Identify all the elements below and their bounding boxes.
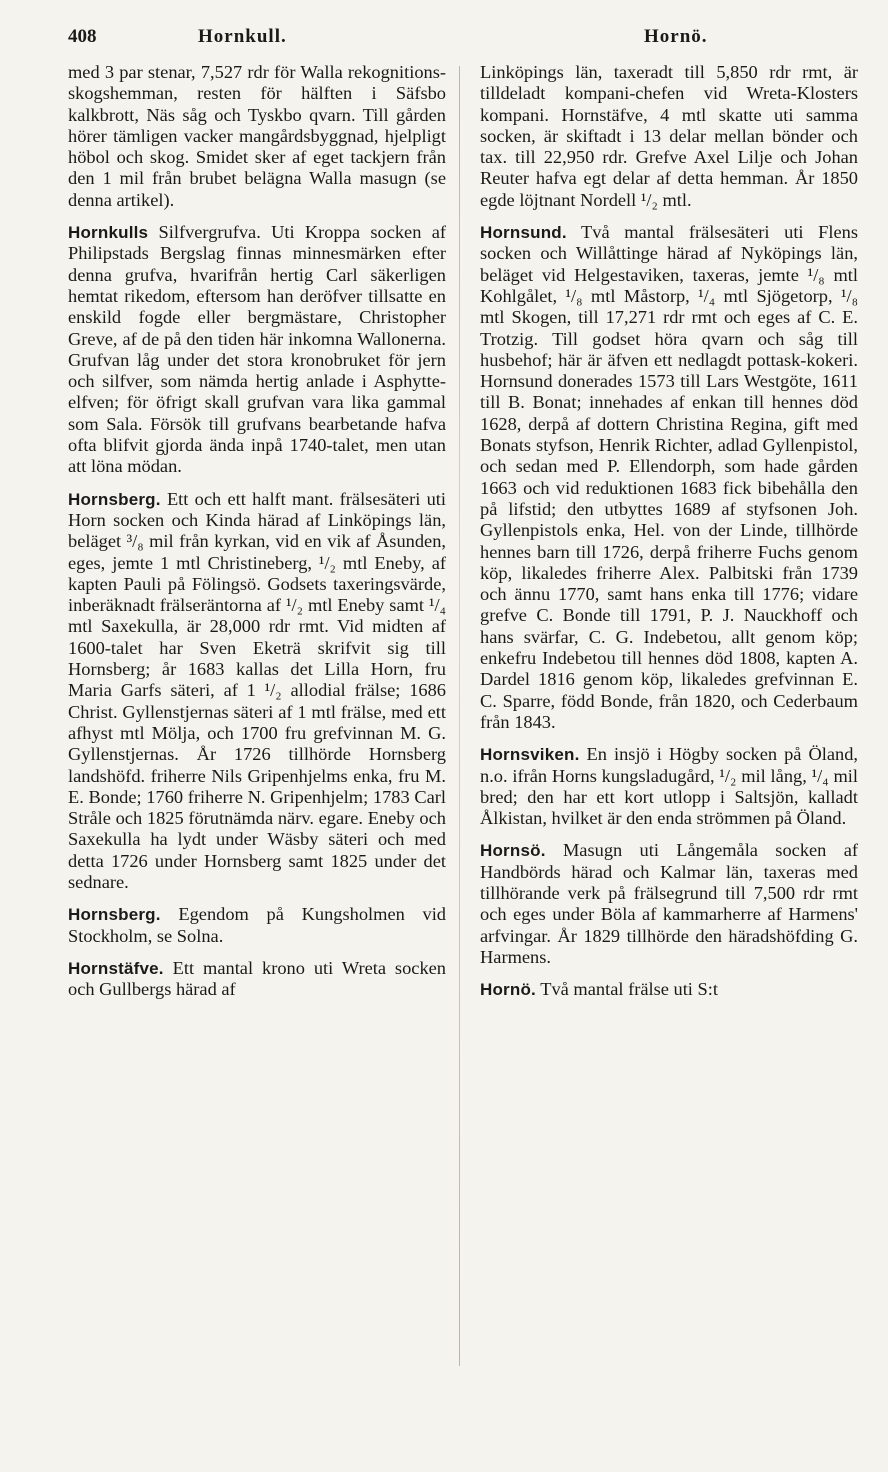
entry-headword: Hornö.	[480, 980, 536, 1000]
entry-hornsberg-kinda: Hornsberg. Ett och ett halft mant. frälsesäteri uti Horn socken och Kinda härad af Linköpings län, beläget ³/₈ mil från kyrkan, vid en vik af Åsunden, eges, jemte 1 mtl Christineberg, ¹/₂ mtl Eneby, af kapten Pauli på Fölingsö. Godsets taxeringsvärde, inberäknadt frälseräntorna af ¹/₂ mtl Eneby samt ¹/₄ mtl Saxekulla, är 28,000 rdr rmt. Vid midten af 1600-talet har Sven Eketrä skrifvit sig till Hornsberg; år 1683 kallas det Lilla Horn, fru Maria Garfs säteri, af 1 ¹/₂ allodial frälse; 1686 Christ. Gyllenstjernas säteri af 1 mtl frälse, med ett afhyst mtl Mölja, och 1700 fru grefvinnan M. G. Gyllenstjernas. År 1726 tillhörde Hornsberg landshöfd. friherre Nils Gripenhjelms enka, fru M. E. Bonde; 1760 friherre N. Gripenhjelm; 1783 Carl Stråle och 1825 förutnämda närv. egare. Eneby och Saxekulla ha lydt under Wäsby säteri och med detta 1726 under Hornsberg samt 1825 under det sednare.	[68, 488, 446, 892]
entry-headword: Hornsö.	[480, 841, 546, 861]
entry-continuation: med 3 par stenar, 7,527 rdr för Walla rekognitions-skogshemman, resten för hälften i Säfsbo kalkbrott, Näs såg och Tyskbo qvarn. Till gården hörer tämligen vacker mangårdsbyggnad, hjelpligt höbol och skog. Smidet sker af eget tackjern från den 1 mil från brubet belägna Walla masugn (se denna artikel).	[68, 62, 446, 210]
entry-headword: Hornsberg.	[68, 489, 161, 509]
entry-hornkulls: Hornkulls Silfvergrufva. Uti Kroppa socken af Philipstads Bergslag finnas minnesmärken efter denna grufva, hvarifrån hertig Carl säkerligen hemtat rikedom, eftersom han deröfver tillsatte en enskild fogde eller bergmästare, Christopher Greve, af de på den tiden här inkomna Wallonerna. Grufvan låg under det stora kronobruket för jern och silfver, som nämda hertig anlade i Asphytte-elfven; för öfrigt skall grufvan vara lika gammal som Sala. Försök till grufvans bearbetande hafva ofta blifvit gjorda ända inpå 1740-talet, men utan att löna mödan.	[68, 222, 446, 477]
right-running-head: Hornö.	[644, 26, 708, 47]
running-header	[0, 26, 888, 56]
entry-headword: Hornkulls	[68, 223, 149, 243]
entry-hornsberg-stockholm: Hornsberg. Egendom på Kungsholmen vid Stockholm, se Solna.	[68, 904, 446, 946]
entry-horno: Hornö. Två mantal frälse uti S:t	[480, 979, 718, 1000]
entry-headword: Hornstäfve.	[68, 958, 164, 978]
entry-headword: Hornsund.	[480, 223, 567, 243]
page-number: 408	[68, 26, 97, 47]
entry-hornsviken: Hornsviken. En insjö i Högby socken på Öland, n.o. ifrån Horns kungsladugård, ¹/₂ mil lång, ¹/₄ mil bred; den har ett kort utlopp i Saltsjön, kalladt Ålkistan, hvilket är den enda strömmen på Öland.	[480, 744, 858, 829]
entry-continuation: Linköpings län, taxeradt till 5,850 rdr rmt, är tilldeladt kompani-chefen vid Wreta-Klosters kompani. Hornstäfve, 4 mtl skatte uti samma socken, är skiftadt i 13 delar mellan bönder och tax. till 22,950 rdr. Grefve Axel Lilje och Johan Reuter hafva egt delar af detta hemman. År 1850 egde löjtnant Nordell ¹/₂ mtl.	[480, 62, 858, 210]
entry-hornso: Hornsö. Masugn uti Långemåla socken af Handbörds härad och Kalmar län, taxeras med tillhörande verk på frälsegrund till 7,500 rdr rmt och eges under Böla af kammarherre af Harmens' arfvingar. År 1829 tillhörde den häradshöfding G. Harmens.	[480, 840, 858, 967]
entry-hornstafve: Hornstäfve. Ett mantal krono uti Wreta socken och Gullbergs härad af	[68, 957, 446, 1000]
entry-headword: Hornsberg.	[68, 905, 161, 925]
column-divider	[459, 66, 460, 1366]
right-column	[480, 62, 858, 1011]
entry-headword: Hornsviken.	[480, 745, 580, 765]
left-running-head: Hornkull.	[198, 26, 287, 47]
entry-hornsund: Hornsund. Två mantal frälsesäteri uti Flens socken och Willåttinge härad af Nyköpings län, beläget vid Helgestaviken, taxeras, jemte ¹/₈ mtl Kohlgålet, ¹/₈ mtl Måstorp, ¹/₄ mtl Sjögetorp, ¹/₈ mtl Skogen, till 17,271 rdr rmt och eges af C. E. Trotzig. Till godset höra qvarn och såg till husbehof; här är äfven ett nedlagdt pottask-kokeri. Hornsund donerades 1573 till Lars Westgöte, 1611 till B. Bonat; innehades af enkan till hennes död 1628, derpå af dottern Christina Regina, gift med Bonats styfson, Henrik Richter, adlad Gyllenpistol, och sedan med P. Ellendorph, som hade gården 1663 och vid reduktionen 1683 fick bibehålla den på lifstid; den utbyttes 1689 af styfsonen Joh. Gyllenpistols enka, Hel. von der Linde, tillhörde hennes barn till 1726, derpå friherre Fuchs genom köp, likaledes friherre Alex. Palbitski från 1739 och ännu 1770, samt hans enka till 1776; vidare grefve C. Bonde till 1791, P. J. Nauckhoff och hans svärfar, C. G. Indebetou, allt genom köp; enkefru Indebetou till hennes död 1808, kapten A. Dardel 1816 genom köp, likaledes grefvinnan E. C. Sparre, född Bonde, från 1820, och Cederbaum från 1843.	[480, 222, 858, 732]
left-column	[68, 62, 446, 1011]
